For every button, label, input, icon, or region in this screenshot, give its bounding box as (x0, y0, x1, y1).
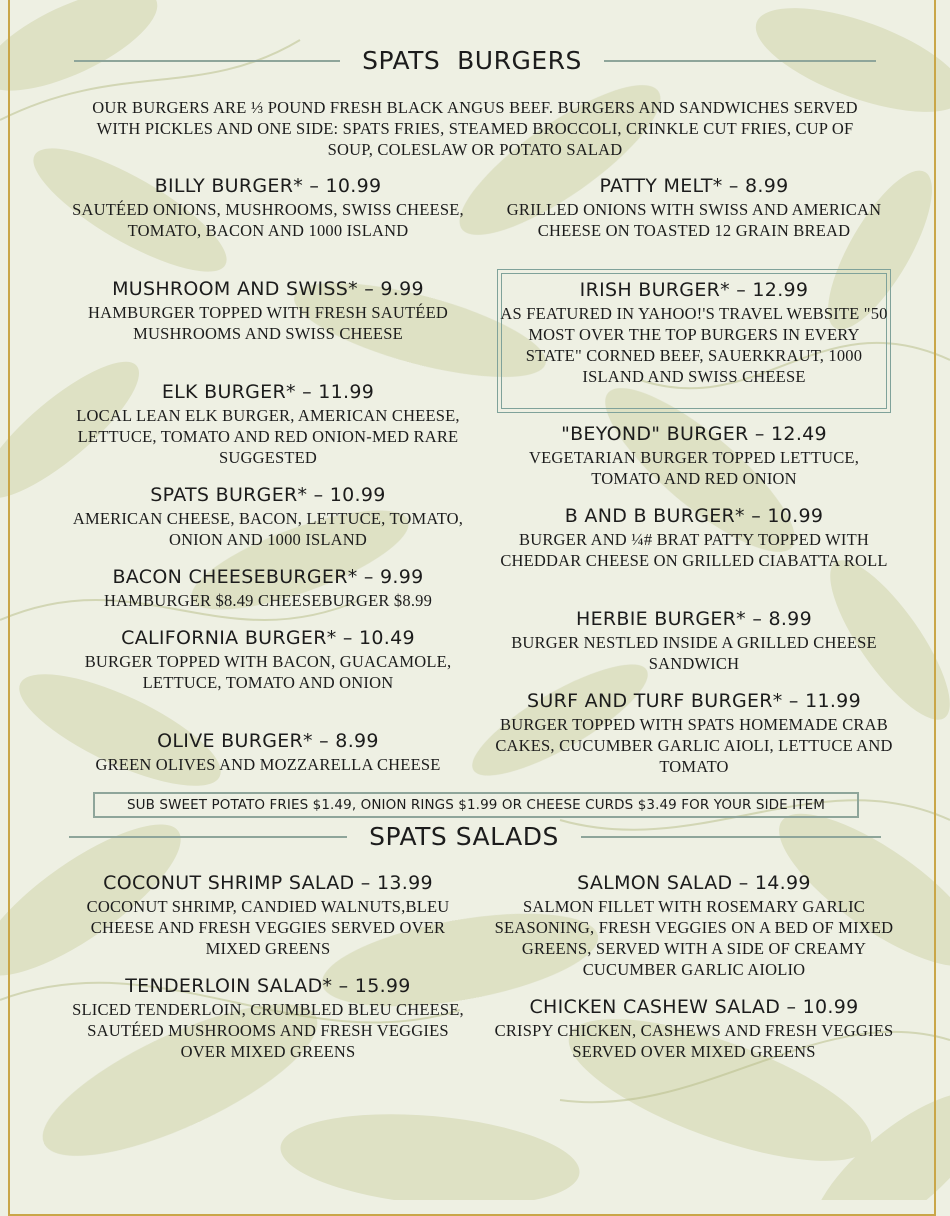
item-description: GRILLED ONIONS WITH SWISS AND AMERICAN CHEESE ON TOASTED 12 GRAIN BREAD (506, 200, 882, 240)
heading-rule-right (581, 836, 881, 838)
menu-item-billy-burger (68, 174, 468, 241)
menu-item-chicken-cashew-salad (494, 995, 894, 1062)
item-description: HAMBURGER TOPPED WITH FRESH SAUTÉED MUSHROOMS AND SWISS CHEESE (88, 303, 448, 343)
item-name: OLIVE BURGER* – 8.99 (157, 730, 379, 752)
menu-item-herbie-burger (494, 607, 894, 674)
item-description: LOCAL LEAN ELK BURGER, AMERICAN CHEESE, LETTUCE, TOMATO AND RED ONION-MED RARE SUGGESTED (76, 406, 460, 467)
item-name: IRISH BURGER* – 12.99 (579, 279, 809, 301)
heading-rule-left (74, 60, 340, 62)
item-description: BURGER TOPPED WITH SPATS HOMEMADE CRAB CAKES, CUCUMBER GARLIC AIOLI, LETTUCE AND TOMATO (495, 715, 893, 776)
burgers-intro: OUR BURGERS ARE ⅓ POUND FRESH BLACK ANGUS BEEF. BURGERS AND SANDWICHES SERVED WITH PICKLES AND ONE SIDE: SPATS FRIES, STEAMED BROCCOLI, CRINKLE CUT FRIES, CUP OF SOUP, COLESLAW OR POTATO SALAD (92, 98, 858, 159)
item-name: HERBIE BURGER* – 8.99 (576, 608, 812, 630)
item-name: COCONUT SHRIMP SALAD – 13.99 (103, 872, 433, 894)
item-description: GREEN OLIVES AND MOZZARELLA CHEESE (95, 755, 441, 774)
salads-title: SPATS SALADS (369, 822, 559, 851)
item-name: ELK BURGER* – 11.99 (161, 381, 375, 403)
item-description: AS FEATURED IN YAHOO!'S TRAVEL WEBSITE "50 MOST OVER THE TOP BURGERS IN EVERY STATE" CORNED BEEF, SAUERKRAUT, 1000 ISLAND AND SWISS CHEESE (500, 304, 888, 386)
item-description: COCONUT SHRIMP, CANDIED WALNUTS,BLEU CHEESE AND FRESH VEGGIES SERVED OVER MIXED GREENS (86, 897, 450, 958)
item-name: CHICKEN CASHEW SALAD – 10.99 (529, 996, 859, 1018)
menu-item-elk-burger (68, 380, 468, 468)
item-description: BURGER NESTLED INSIDE A GRILLED CHEESE SANDWICH (511, 633, 877, 673)
menu-item-salmon-salad (494, 871, 894, 980)
item-description: BURGER AND ¼# BRAT PATTY TOPPED WITH CHEDDAR CHEESE ON GRILLED CIABATTA ROLL (500, 530, 888, 570)
item-name: TENDERLOIN SALAD* – 15.99 (125, 975, 411, 997)
menu-item-surf-and-turf-burger (494, 689, 894, 777)
menu-item-california-burger (68, 626, 468, 693)
side-substitution-note: SUB SWEET POTATO FRIES $1.49, ONION RINGS $1.99 OR CHEESE CURDS $3.49 FOR YOUR SIDE ITEM (93, 792, 859, 818)
item-name: SURF AND TURF BURGER* – 11.99 (527, 690, 861, 712)
item-description: SAUTÉED ONIONS, MUSHROOMS, SWISS CHEESE, TOMATO, BACON AND 1000 ISLAND (72, 200, 464, 240)
menu-item-patty-melt (494, 174, 894, 241)
item-description: AMERICAN CHEESE, BACON, LETTUCE, TOMATO, ONION AND 1000 ISLAND (72, 509, 464, 549)
menu-item-mushroom-and-swiss (68, 277, 468, 344)
menu-item-spats-burger (68, 483, 468, 550)
burgers-title: SPATS BURGERS (362, 46, 582, 75)
item-description: BURGER TOPPED WITH BACON, GUACAMOLE, LETTUCE, TOMATO AND ONION (84, 652, 452, 692)
item-name: B AND B BURGER* – 10.99 (564, 505, 824, 527)
item-name: CALIFORNIA BURGER* – 10.49 (121, 627, 415, 649)
menu-item-olive-burger (68, 729, 468, 775)
item-description: CRISPY CHICKEN, CASHEWS AND FRESH VEGGIES SERVED OVER MIXED GREENS (494, 1021, 894, 1061)
item-description: SALMON FILLET WITH ROSEMARY GARLIC SEASONING, FRESH VEGGIES ON A BED OF MIXED GREENS, SERVED WITH A SIDE OF CREAMY CUCUMBER GARLIC AIOLIO (494, 897, 894, 979)
item-name: SPATS BURGER* – 10.99 (150, 484, 386, 506)
item-name: BILLY BURGER* – 10.99 (154, 175, 382, 197)
heading-rule-left (69, 836, 347, 838)
heading-rule-right (604, 60, 876, 62)
item-name: BACON CHEESEBURGER* – 9.99 (112, 566, 424, 588)
menu-item-bacon-cheeseburger (68, 565, 468, 611)
menu-item-beyond-burger (494, 422, 894, 489)
menu-item-b-and-b-burger (494, 504, 894, 571)
item-description: SLICED TENDERLOIN, CRUMBLED BLEU CHEESE, SAUTÉED MUSHROOMS AND FRESH VEGGIES OVER MIXED GREENS (72, 1000, 464, 1061)
burgers-heading (0, 46, 950, 75)
item-name: SALMON SALAD – 14.99 (577, 872, 811, 894)
item-description: HAMBURGER $8.49 CHEESEBURGER $8.99 (103, 591, 433, 610)
item-description: VEGETARIAN BURGER TOPPED LETTUCE, TOMATO AND RED ONION (528, 448, 860, 488)
item-name: "BEYOND" BURGER – 12.49 (561, 423, 827, 445)
item-name: PATTY MELT* – 8.99 (599, 175, 789, 197)
menu-item-coconut-shrimp-salad (68, 871, 468, 959)
menu-item-tenderloin-salad (68, 974, 468, 1062)
menu-item-irish-burger (500, 278, 888, 387)
item-name: MUSHROOM AND SWISS* – 9.99 (112, 278, 424, 300)
salads-heading (0, 822, 950, 851)
